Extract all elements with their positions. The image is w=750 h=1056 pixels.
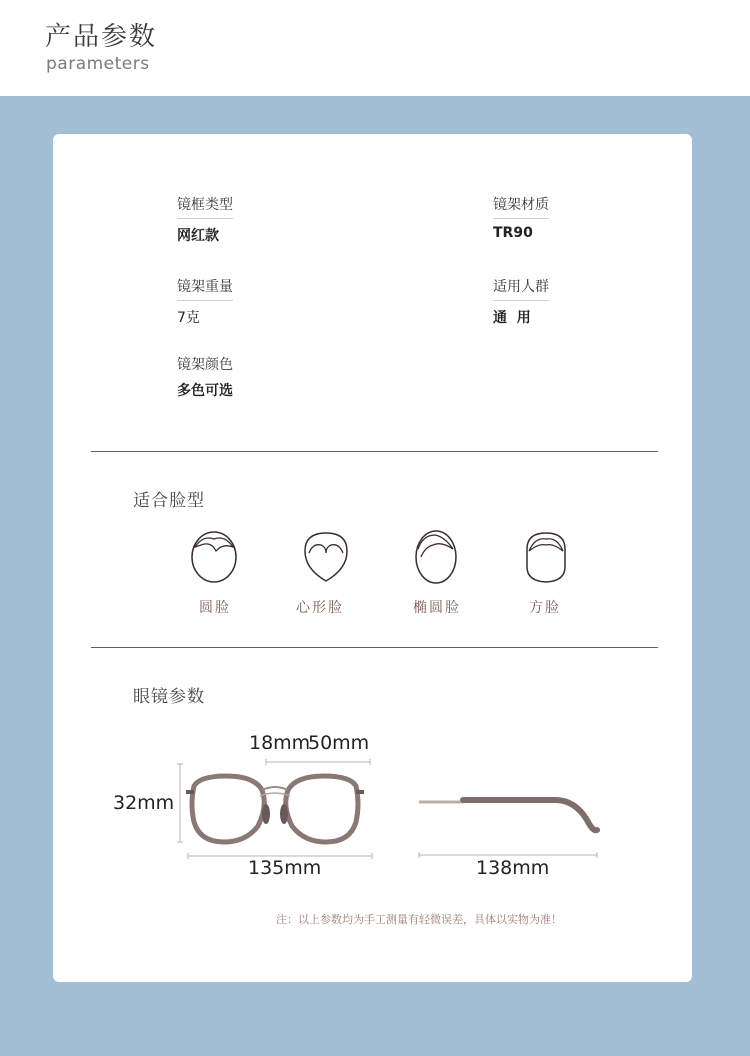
bridge-width-label: 18mm xyxy=(249,732,311,754)
page-subtitle: parameters xyxy=(46,54,150,74)
param-value: 多色可选 xyxy=(177,383,233,399)
param-label: 适用人群 xyxy=(493,276,549,301)
param-frame-material xyxy=(493,194,549,241)
frame-width-label: 135mm xyxy=(248,857,322,879)
section-divider xyxy=(91,451,658,452)
page-title: 产品参数 xyxy=(45,22,158,52)
oval-face-icon xyxy=(406,529,466,585)
param-value: 通 用 xyxy=(493,310,531,326)
param-label: 镜架材质 xyxy=(493,194,549,219)
page-header xyxy=(0,0,750,96)
glasses-front-diagram xyxy=(170,756,380,866)
measurement-note: 注：以上参数均为手工测量有轻微误差，具体以实物为准！ xyxy=(276,913,562,926)
heart-face-icon xyxy=(296,529,356,585)
face-label-heart: 心形脸 xyxy=(296,600,344,616)
param-target-group xyxy=(493,276,549,327)
lens-width-label: 50mm xyxy=(308,732,370,754)
param-label: 镜框类型 xyxy=(177,194,233,219)
param-label: 镜架重量 xyxy=(177,276,233,301)
param-value: TR90 xyxy=(493,225,533,241)
param-frame-weight xyxy=(177,276,233,327)
temple-side-diagram xyxy=(415,792,605,862)
param-label: 镜架颜色 xyxy=(177,357,233,373)
face-label-square: 方脸 xyxy=(529,600,561,616)
temple-length-label: 138mm xyxy=(476,857,550,879)
param-frame-color xyxy=(177,354,233,400)
square-face-icon xyxy=(516,529,576,585)
param-value: 网红款 xyxy=(177,228,219,244)
param-frame-type xyxy=(177,194,233,245)
face-label-oval: 椭圆脸 xyxy=(413,600,461,616)
glasses-section-title: 眼镜参数 xyxy=(133,687,205,707)
param-value: 7克 xyxy=(177,310,200,326)
face-label-round: 圆脸 xyxy=(199,600,231,616)
face-section-title: 适合脸型 xyxy=(133,491,205,511)
round-face-icon xyxy=(184,529,244,585)
lens-height-label: 32mm xyxy=(113,792,175,814)
section-divider xyxy=(91,647,658,648)
